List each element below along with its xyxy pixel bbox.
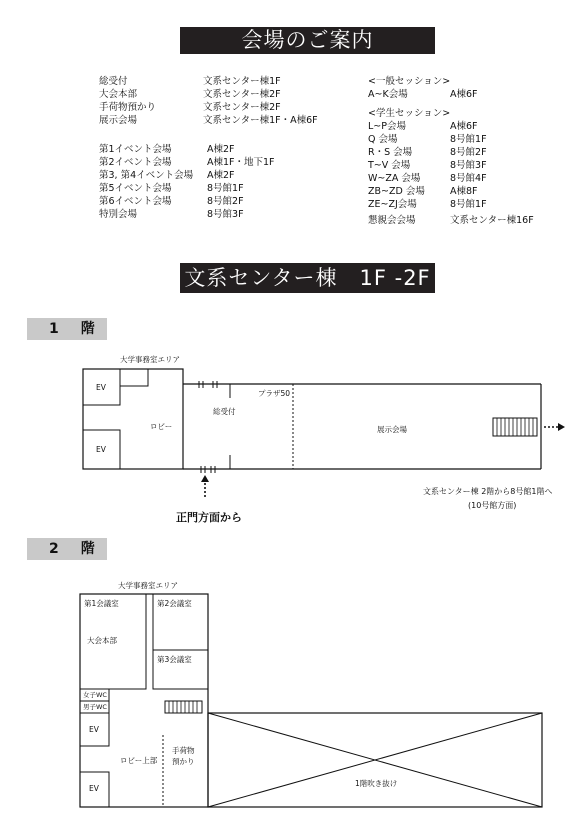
list-item: Q 会場 8号館1F	[368, 134, 487, 145]
floor2-ev-bottom: EV	[89, 784, 99, 793]
page-title: 会場のご案内	[180, 27, 435, 54]
mens-wc: 男子WC	[83, 703, 107, 711]
floor1-office-area-label: 大学事務室エリア	[120, 355, 180, 364]
list-item: 第5イベント会場 8号館1F	[99, 183, 244, 194]
route-note-line2: (10号館方面)	[468, 501, 517, 510]
list-item: 総受付 文系センター棟1F	[99, 76, 281, 87]
floor1-tab: 1 階	[27, 318, 107, 340]
meeting-room-1: 第1会議室	[84, 599, 119, 608]
floor1-ev-bottom: EV	[96, 445, 106, 454]
list-item: L~P会場 A棟6F	[368, 121, 478, 132]
list-item: 手荷物預かり 文系センター棟2F	[99, 102, 281, 113]
floor1-plaza-label: プラザ50	[258, 389, 291, 398]
route-note-line1: 文系センター棟 2階から8号館1階へ	[423, 487, 553, 496]
meeting-room-2: 第2会議室	[157, 599, 192, 608]
floor2-tab: 2 階	[27, 538, 107, 560]
atrium-label: 1階吹き抜け	[355, 779, 398, 788]
student-session-heading: <学生セッション>	[368, 108, 451, 119]
list-item: ZB~ZD 会場 A棟8F	[368, 186, 478, 197]
luggage-label-2: 預かり	[172, 757, 195, 766]
list-item: 第6イベント会場 8号館2F	[99, 196, 244, 207]
list-item: W~ZA 会場 8号館4F	[368, 173, 487, 184]
list-item: 第1イベント会場 A棟2F	[99, 144, 235, 155]
headquarters-label: 大会本部	[87, 636, 117, 645]
list-item: T~V 会場 8号館3F	[368, 160, 487, 171]
floor1-ev-top: EV	[96, 383, 106, 392]
list-item: R・S 会場 8号館2F	[368, 147, 487, 158]
main-gate-label: 正門方面から	[176, 511, 242, 524]
general-session-heading: <一般セッション>	[368, 76, 451, 87]
upper-lobby-label: ロビー上部	[120, 756, 158, 765]
list-item: 大会本部 文系センター棟2F	[99, 89, 281, 100]
floor1-lobby-label: ロビー	[150, 422, 173, 431]
floor1-reception-label: 総受付	[213, 407, 236, 416]
list-item: ZE~ZJ会場 8号館1F	[368, 199, 487, 210]
list-item: 懇親会会場 文系センター棟16F	[368, 215, 534, 226]
list-item: A~K会場 A棟6F	[368, 89, 478, 100]
list-item: 第2イベント会場 A棟1F・地下1F	[99, 157, 275, 168]
list-item: 特別会場 8号館3F	[99, 209, 244, 220]
building-title: 文系センター棟 1F -2F	[180, 263, 435, 293]
meeting-room-3: 第3会議室	[157, 655, 192, 664]
list-item: 展示会場 文系センター棟1F・A棟6F	[99, 115, 318, 126]
luggage-label-1: 手荷物	[172, 746, 195, 755]
floor2-office-area-label: 大学事務室エリア	[118, 581, 178, 590]
floor2-ev-top: EV	[89, 725, 99, 734]
floor1-exhibition-label: 展示会場	[377, 425, 407, 434]
womens-wc: 女子WC	[83, 691, 107, 699]
list-item: 第3, 第4イベント会場 A棟2F	[99, 170, 235, 181]
